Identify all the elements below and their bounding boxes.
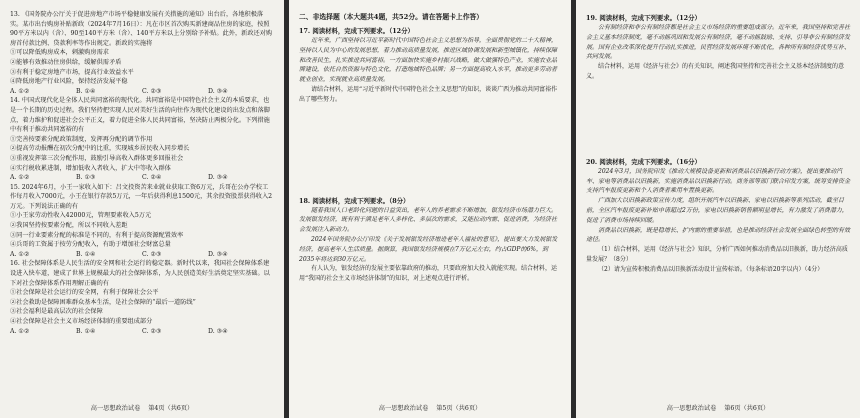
question-20 (586, 157, 850, 275)
answer-option: C. ②③ (142, 250, 162, 258)
answer-options (10, 327, 274, 337)
question-stem: 13. 《国务院办公厅关于促进房地产市场平稳健康发展有关措施的通知》出台后，各地积极落实。某市出台购房补贴新政（2024年7月16日）：凡在市区首次购买新建商品住房的家庭，按照90平方米以内（含）、90至140平方米（含）、140平方米以上分别给予补贴。此外，新政还对购房首付款比例、贷款利率等作出规定。新政的实施将 (10, 11, 273, 47)
answer-option: B. ①④ (76, 327, 96, 335)
option-item: ②社会救助是保障困难群众基本生活，是社会保障的“最后一道防线” (10, 298, 196, 306)
exam-page-5 (289, 0, 571, 418)
exam-page-6 (576, 0, 860, 418)
answer-option: B. ①④ (76, 250, 96, 258)
answer-option: C. ②③ (142, 327, 162, 335)
option-item: ①完善按要素分配政策制度，发挥再分配的调节作用 (10, 135, 153, 143)
answer-option: D. ③④ (208, 327, 228, 335)
answer-options (10, 250, 274, 260)
answer-option: A. ①② (10, 174, 30, 182)
material-paragraph: 2024年国务院办公厅印发《关于发展银发经济增进老年人福祉的意见》，提出要大力发展银发经济，提高老年人生活质量。据测算，我国银发经济规模在7万亿元左右，约占GDP的6%，到2035年将达到30万亿元。 (299, 235, 558, 263)
question-task: （1）结合材料，运用《经济与社会》知识，分析广西如何推动消费品以旧换新，助力经济高质量发展？（8分） (586, 246, 848, 263)
question-13 (10, 10, 274, 96)
option-item: ②能够有效推动住房供给，缓解供需矛盾 (10, 58, 122, 66)
option-item: ④兵哥的工资属于按劳分配收入，有助于增加社会财富总量 (10, 241, 171, 249)
option-item: ①可以降低购房成本，刺激购房需求 (10, 49, 109, 57)
option-item: ②提高劳动报酬在初次分配中的比重，实现城乡居民收入同步增长 (10, 145, 190, 153)
question-header: 17. 阅读材料，完成下列要求。（12分） (299, 27, 414, 35)
option-item: ①社会保障是社会运行的安全网，有利于保障社会公平 (10, 289, 159, 297)
question-header: 20. 阅读材料，完成下列要求。（16分） (586, 157, 701, 166)
question-15 (10, 183, 274, 260)
question-17 (299, 26, 561, 105)
material-paragraph: 广西加大以旧换新政策宣传力度，组织开展汽车以旧换新、家电以旧换新等系列活动，截至目前，全区汽车报废更新补贴申请超过2万份，家电以旧换新销售额明显增长，有力激发了消费潜力，促进了消费市场持续回暖。 (586, 197, 848, 224)
question-16 (10, 259, 274, 336)
page-footer: 高一思想政治试卷 第4页（共6页） (90, 405, 194, 412)
answer-option: A. ①② (10, 250, 30, 258)
answer-option: D. ③④ (208, 174, 228, 182)
material-paragraph: 近年来，广西坚持以习近平新时代中国特色社会主义思想为指导，全面贯彻党的二十大精神，坚持以人民为中心的发展思想，着力推动高质量发展，推进区域协调发展和新型城镇化，持续保障和改善民生，扎实推进共同富裕。一方面加快实施乡村振兴战略，做大做强特色产业，实施农业品牌建设，依托自然资源与特色文化，打造地域特色品牌；另一方面提高收入水平，推动更多劳动者就业创业，实现就业高质量发展。 (299, 37, 558, 84)
question-stem: 14. 中国式现代化是全体人民共同富裕的现代化。共同富裕是中国特色社会主义的本质要求，也是一个长期的历史过程。我们坚持把实现人民对美好生活的向往作为现代化建设的出发点和落脚点，着力维护和促进社会公平正义，着力促进全体人民共同富裕，坚决防止两极分化。下列措施中有利于推动共同富裕的有 (10, 97, 270, 134)
material-paragraph: 公有制经济和非公有制经济都是社会主义市场经济的重要组成部分。近年来，我国坚持和完善社会主义基本经济制度，毫不动摇巩固和发展公有制经济，毫不动摇鼓励、支持、引导非公有制经济发展。国有企业改革深化提升行动扎实推进，民营经济发展环境不断优化，各种所有制经济优势互补、共同发展。 (586, 24, 851, 61)
option-item: ①小王家劳动性收入42000元，管理要素收入5万元 (10, 212, 152, 220)
option-item: ③社会福利是最高层次的社会保障 (10, 308, 103, 316)
answer-option: A. ①② (10, 87, 30, 95)
section-title: 二、非选择题（本大题共4题，共52分。请在答题卡上作答） (299, 13, 484, 21)
option-item: ④社会保障是社会主义市场经济体制的重要组成部分 (10, 318, 153, 325)
answer-option: C. ②④ (142, 174, 162, 182)
answer-space (299, 105, 561, 193)
option-item: ③有利于稳定房地产市场，提高行业效益水平 (10, 68, 134, 76)
question-header: 19. 阅读材料，完成下列要求。（12分） (586, 14, 701, 22)
answer-space (586, 82, 850, 154)
question-task: （2）请为宣传积极消费品以旧换新活动设计宣传标语。（每条标语20字以内）（4分） (598, 265, 824, 273)
question-prompt: 有人认为，银发经济的发展主要依靠政府的推动，只要政府加大投入就能实现。结合材料，运用“我国的社会主义市场经济体制”的知识，对上述观点进行评析。 (299, 265, 558, 283)
question-18 (299, 196, 561, 284)
question-14 (10, 96, 274, 182)
answer-option: C. ②③ (142, 87, 162, 95)
material-paragraph: 随着我国人口老龄化问题的日益突出，老年人的养老需求不断增加，银发经济市场潜力巨大。发展银发经济，既有利于满足老年人多样化、多层次的需求，又能拉动内需、促进消费，为经济社会发展注入新动力。 (299, 206, 558, 234)
question-prompt: 结合材料，运用《经济与社会》的有关知识，阐述我国坚持和完善社会主义基本经济制度的意义。 (586, 63, 845, 80)
material-paragraph: 2024年3月，国务院印发《推动大规模设备更新和消费品以旧换新行动方案》，提出要推动汽车、家电等消费品以旧换新，实施消费品以旧换新行动。商务部等部门联合印发方案，统筹安排资金支持汽车报废更新和个人消费者乘用车置换更新。 (586, 167, 851, 195)
option-item: ③同一行业要素分配的标准是不同的，有利于提高资源配置效率 (10, 231, 184, 239)
option-item: ②我国坚持按要素分配，所以不同收入差距 (10, 222, 128, 230)
question-stem: 15. 2024年6月，小王一家收入如下：吕文投资苦来业就业获取工资6万元，兵哥在公办学校工作每月收入7000元，小王在银行存款5万元，一年后获得利息1500元，其余投资股票获得收入2万元。下列说法正确的有 (10, 183, 273, 210)
answer-option: B. ①④ (76, 87, 96, 95)
question-19 (586, 13, 850, 82)
answer-option: D. ③④ (208, 250, 228, 258)
question-stem: 16. 社会保障体系是人民生活的安全网和社会运行的稳定器。新时代以来，我国社会保障体系建设进入快车道，建成了世界上规模最大的社会保障体系，为人民创造美好生活奠定坚实基础。以下对社会保障体系作用理解正确的有 (10, 260, 270, 287)
answer-options (10, 173, 274, 183)
exam-page-4 (0, 0, 284, 418)
option-item: ③重视发挥第三次分配作用，鼓励引导高收入群体更多回报社会 (10, 154, 184, 162)
question-prompt: 请结合材料，运用“习近平新时代中国特色社会主义思想”的知识，谈谈广西为推动共同富裕作出了哪些努力。 (299, 85, 558, 103)
material-paragraph: 消费品以旧换新，既是稳增长、扩内需的重要举措，也是推动经济社会发展全面绿色转型的有效途径。 (586, 226, 851, 244)
question-header: 18. 阅读材料，完成下列要求。（8分） (299, 196, 410, 205)
page-footer: 高一思想政治试卷 第6页（共6页） (666, 405, 770, 412)
answer-option: B. ①③ (76, 174, 96, 182)
page-footer: 高一思想政治试卷 第5页（共6页） (378, 405, 482, 412)
answer-options (10, 87, 274, 97)
answer-option: D. ③④ (208, 87, 228, 95)
option-item: ④降低房地产行业风险，保持经济发展平稳 (10, 78, 128, 86)
answer-option: A. ①② (10, 327, 30, 335)
option-item: ④实行税收累进制，增加低收入者收入，扩大中等收入群体 (10, 164, 171, 172)
